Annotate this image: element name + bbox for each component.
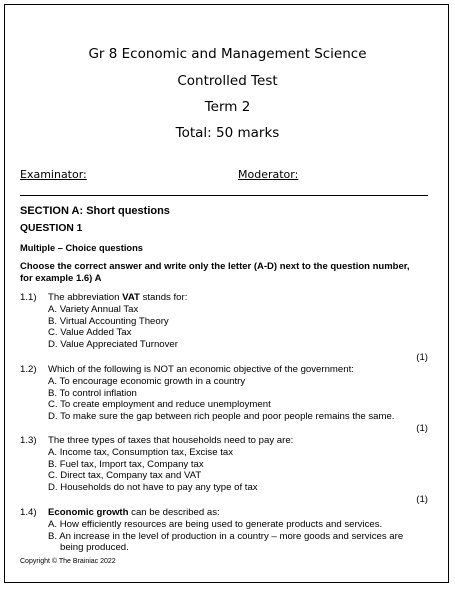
test-type: Controlled Test <box>177 73 278 89</box>
subject-title: Gr 8 Economic and Management Science <box>88 46 367 62</box>
question-label: QUESTION 1 <box>20 223 83 234</box>
question-text: Economic growth can be described as: <box>48 507 220 518</box>
question-text: The three types of taxes that households need to pay are: <box>48 435 294 446</box>
mark: (1) <box>416 423 428 434</box>
mark: (1) <box>416 494 428 505</box>
question-text: Which of the following is NOT an economic objective of the government: <box>48 364 354 375</box>
divider <box>20 195 428 196</box>
instruction-line-1: Choose the correct answer and write only the letter (A-D) next to the question number, <box>20 261 410 272</box>
option-b: B. An increase in the level of production in a country – more goods and services are <box>48 530 404 542</box>
option-d: D. To make sure the gap between rich people and poor people remains the same. <box>48 410 395 422</box>
option-d: D. Value Appreciated Turnover <box>48 338 178 350</box>
copyright: Copyright © The Brainiac 2022 <box>20 558 116 565</box>
total-marks: Total: 50 marks <box>175 125 280 141</box>
option-c: C. Value Added Tax <box>48 327 132 338</box>
mark: (1) <box>416 352 428 363</box>
option-a: A. Income tax, Consumption tax, Excise tax <box>48 447 234 458</box>
section-title: SECTION A: Short questions <box>20 205 170 217</box>
term-label: Term 2 <box>204 99 251 115</box>
option-d: D. Households do not have to pay any type of tax <box>48 481 258 493</box>
subheading: Multiple – Choice questions <box>20 243 143 253</box>
question-text: The abbreviation VAT stands for: <box>48 292 188 303</box>
option-c: C. Direct tax, Company tax and VAT <box>48 470 202 481</box>
option-a: A. How efficiently resources are being used to generate products and services. <box>48 519 383 530</box>
question-number: 1.4) <box>20 507 37 518</box>
question-number: 1.2) <box>20 364 37 375</box>
instruction-line-2: for example 1.6) A <box>20 273 102 284</box>
question-number: 1.1) <box>20 292 37 303</box>
option-a: A. Variety Annual Tax <box>48 304 139 315</box>
question-number: 1.3) <box>20 435 37 446</box>
option-a: A. To encourage economic growth in a country <box>48 376 246 387</box>
option-b: B. To control inflation <box>48 387 137 399</box>
option-c: C. To create employment and reduce unemployment <box>48 399 271 410</box>
moderator-label: Moderator: <box>238 168 299 181</box>
option-b: B. Fuel tax, Import tax, Company tax <box>48 458 204 470</box>
option-b-continued: being produced. <box>60 542 129 553</box>
option-b: B. Virtual Accounting Theory <box>48 315 169 327</box>
examinator-label: Examinator: <box>20 168 87 181</box>
